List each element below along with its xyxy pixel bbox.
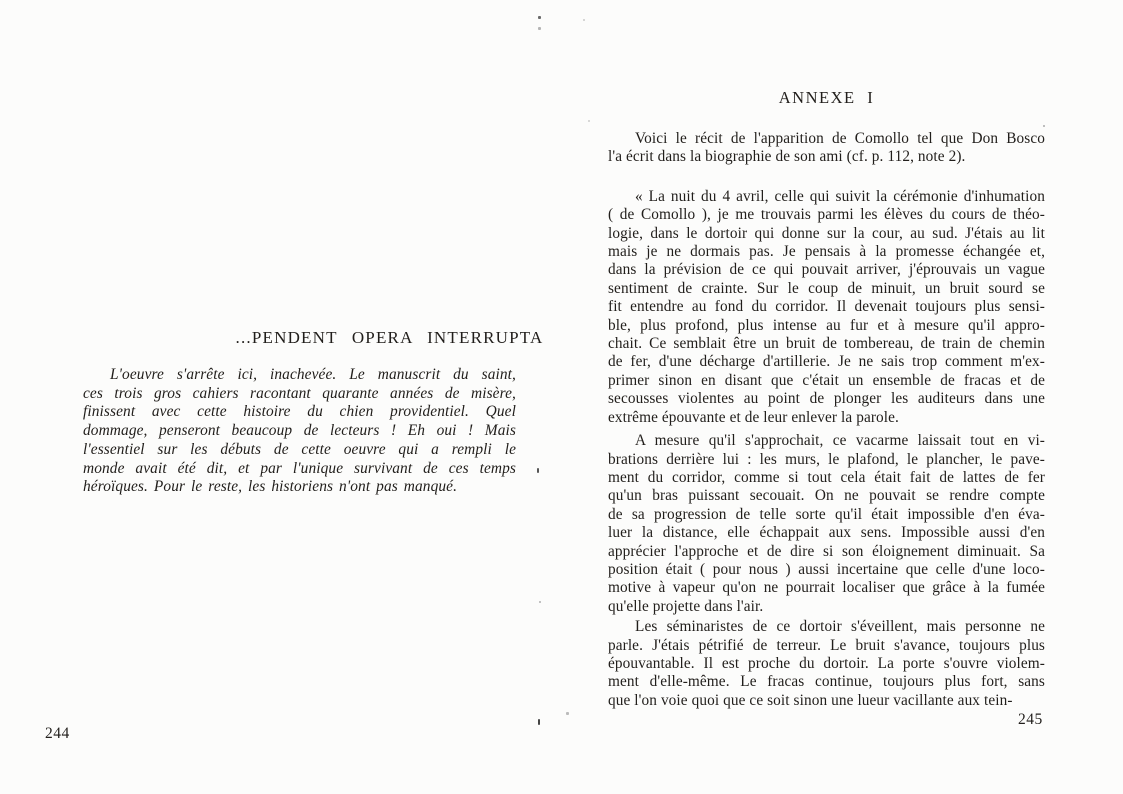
text-line: l'essentiel sur les débuts de cette oeuvre qui a rempli le	[83, 440, 516, 458]
text-line: ( de Comollo ), je me trouvais parmi les élèves du cours de théo-	[608, 206, 1045, 224]
gutter-speck	[588, 120, 590, 122]
text-line: qu'elle projette dans l'air.	[608, 597, 764, 615]
text-line: que l'on voie quoi que ce soit sinon une lueur vacillante aux tein-	[608, 691, 1013, 709]
text-line: de fer, d'une décharge d'artillerie. Je ne sais trop comment m'ex-	[608, 353, 1045, 371]
text-line: qu'un bras puissant secouait. On ne pouvait se rendre compte	[608, 487, 1045, 505]
text-line: ment d'elle-même. Le fracas continue, toujours plus fort, sans	[608, 673, 1045, 691]
text-line: épouvantable. Il est proche du dortoir. La porte s'ouvre violem-	[608, 654, 1045, 672]
text-line: fit entendre au fond du corridor. Il devenait toujours plus sensi-	[608, 298, 1045, 316]
text-line: brations derrière lui : les murs, le plafond, le plancher, le pave-	[608, 450, 1045, 468]
text-line: L'oeuvre s'arrête ici, inachevée. Le manuscrit du saint,	[110, 366, 516, 383]
text-line: monde avait été dit, et par l'unique survivant de ces temps	[83, 459, 516, 477]
text-line: A mesure qu'il s'approchait, ce vacarme laissait tout en vi-	[635, 432, 1045, 450]
text-line: de sa progression de telle sorte qu'il était impossible d'en éva-	[608, 505, 1045, 523]
gutter-speck	[539, 601, 541, 603]
text-line: primer sinon en disant que c'était un ensemble de fracas et de	[608, 371, 1045, 389]
text-line: ble, plus profond, plus intense au fur et à mesure qu'il appro-	[608, 316, 1045, 334]
gutter-speck	[566, 712, 569, 715]
page-number-left: 244	[45, 725, 70, 742]
text-line: position était ( pour nous ) aussi incertaine que celle d'une loco-	[608, 560, 1045, 578]
text-line: Les séminaristes de ce dortoir s'éveillent, mais personne ne	[635, 618, 1045, 636]
text-line: dans la prévision de ce qui pouvait arriver, j'éprouvais un vague	[608, 261, 1045, 279]
text-line: apprécier l'approche et de dire si son éloignement diminuait. Sa	[608, 542, 1045, 560]
text-line: finissent avec cette histoire du chien providentiel. Quel	[83, 403, 516, 421]
intro-paragraph	[608, 130, 1045, 167]
text-line: luer la distance, elle échappait aux sens. Impossible aussi d'en	[608, 524, 1045, 542]
left-page-paragraph	[83, 366, 516, 497]
gutter-speck	[538, 27, 541, 30]
gutter-speck	[538, 16, 541, 19]
text-line: chait. Ce semblait être un bruit de tombereau, de train de chemin	[608, 335, 1045, 353]
text-line: motive à vapeur qu'on ne pourrait localiser que grâce à la fumée	[608, 579, 1045, 597]
body-paragraph	[608, 432, 1045, 616]
gutter-speck	[538, 719, 540, 725]
gutter-speck	[583, 19, 585, 21]
annexe-heading: ANNEXE I	[778, 88, 875, 107]
text-line: logie, dans le dortoir qui donne sur la cour, au sud. J'étais au lit	[608, 224, 1045, 242]
text-line: héroïques. Pour le reste, les historiens n'ont pas manqué.	[83, 478, 458, 496]
body-paragraph	[608, 618, 1045, 710]
text-line: l'a écrit dans la biographie de son ami (cf. p. 112, note 2).	[608, 148, 966, 166]
left-page-title: ...PENDENT OPERA INTERRUPTA	[235, 328, 544, 347]
text-line: « La nuit du 4 avril, celle qui suivit la cérémonie d'inhumation	[635, 187, 1045, 205]
page-number-right: 245	[1018, 711, 1043, 728]
right-page-text-block	[608, 130, 1045, 710]
text-line: secousses violentes au point de plonger les auditeurs dans une	[608, 390, 1045, 408]
text-line: extrême épouvante et de leur enlever la parole.	[608, 408, 899, 426]
text-line: mais je ne dormais pas. Je pensais à la promesse échangée et,	[608, 243, 1045, 261]
text-line: ces trois gros cahiers racontant quarante années de misère,	[83, 384, 516, 402]
text-line: sentiment de crainte. Sur le coup de minuit, un bruit sourd se	[608, 279, 1045, 297]
body-paragraph	[608, 188, 1045, 427]
text-line: parle. J'étais pétrifié de terreur. Le bruit s'avance, toujours plus	[608, 636, 1045, 654]
gutter-speck	[1043, 125, 1045, 127]
text-line: Voici le récit de l'apparition de Comollo tel que Don Bosco	[635, 130, 1045, 147]
text-line: ment du corridor, comme si tout cela était fait de lattes de fer	[608, 468, 1045, 486]
gutter-speck	[537, 468, 539, 473]
text-line: dommage, penseront beaucoup de lecteurs ! Eh oui ! Mais	[83, 422, 516, 440]
